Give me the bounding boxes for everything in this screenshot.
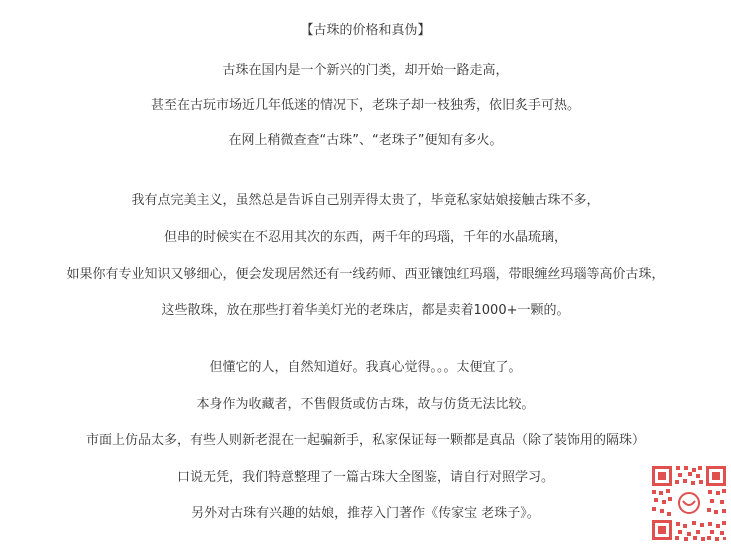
paragraph-line: 甚至在古玩市场近几年低迷的情况下，老珠子却一枝独秀，依旧炙手可热。 [150,98,580,113]
paragraph-line: 古珠在国内是一个新兴的门类，却开始一路走高， [222,63,509,78]
paragraph-line: 口说无凭，我们特意整理了一篇古珠大全图鉴，请自行对照学习。 [176,470,554,485]
paragraph-line: 如果你有专业知识又够细心，便会发现居然还有一线药师、西亚镶蚀红玛瑙，带眼缠丝玛瑙等高价古珠， [66,267,665,282]
paragraph-line: 但串的时候实在不忍用其次的东西，两千年的玛瑙，千年的水晶琉璃， [163,230,567,245]
paragraph-line: 这些散珠，放在那些打着华美灯光的老珠店，都是卖着1000+一颗的。 [161,303,570,318]
paragraph-line: 我有点完美主义，虽然总是告诉自己别弄得太贵了，毕竟私家姑娘接触古珠不多， [131,193,600,208]
paragraph-line: 但懂它的人，自然知道好。我真心觉得。。。太便宜了。 [209,360,522,375]
paragraph-line: 本身作为收藏者，不售假货或仿古珠，故与仿货无法比较。 [196,397,535,412]
paragraph-line: 在网上稍微查查“古珠”、“老珠子”便知有多火。 [228,133,503,148]
paragraph-line: 另外对古珠有兴趣的姑娘，推荐入门著作《传家宝 老珠子》。 [191,506,540,521]
qr-code-graphic [650,464,728,542]
article-title: 【古珠的价格和真伪】 [300,23,431,38]
paragraph-line: 市面上仿品太多，有些人则新老混在一起骗新手，私家保证每一颗都是真品（除了装饰用的隔珠） [85,433,645,448]
qr-code-icon [650,464,728,542]
